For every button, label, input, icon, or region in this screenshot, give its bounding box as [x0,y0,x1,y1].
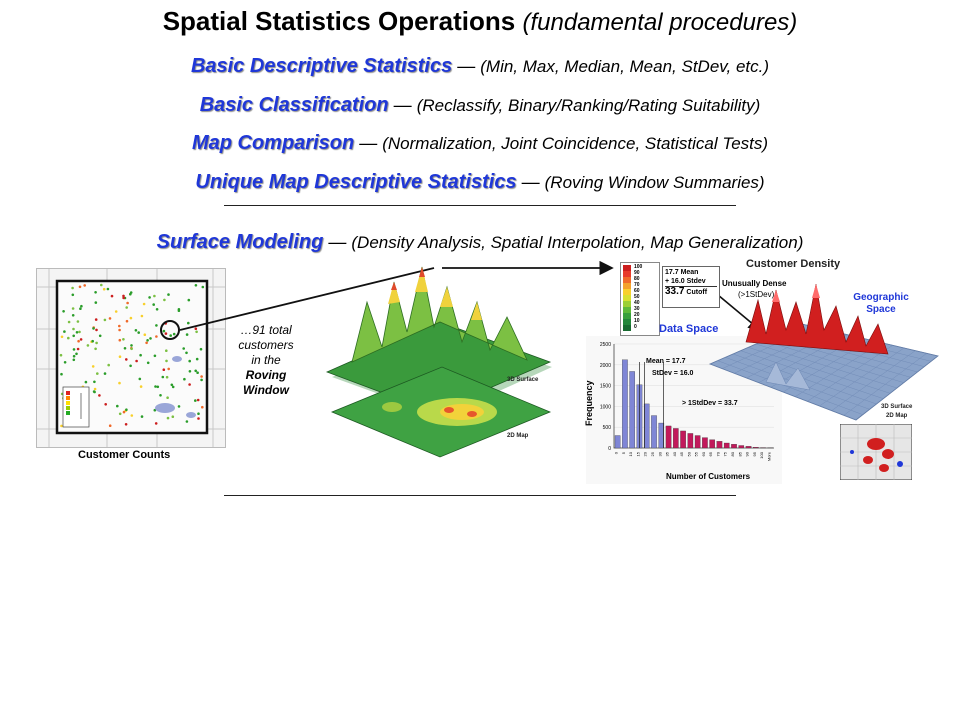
histogram-cutoff: > 1StdDev = 33.7 [682,400,738,407]
legend-value: 100 [634,264,643,270]
histogram-xtick: 35 [664,452,670,457]
histogram-mean: Mean = 17.7 [646,358,686,365]
title-main: Spatial Statistics Operations [162,6,516,36]
operation-dash: — [359,133,378,153]
gt-1stdev-label: (>1StDev) [738,290,775,299]
stdev-value: + 16.0 Stdev [665,277,717,287]
histogram-ytick: 0 [608,446,611,452]
operation-desc: (Reclassify, Binary/Ranking/Rating Suitability) [416,96,761,115]
histogram-xtick: 85 [737,452,743,457]
histogram-xtick: 10 [628,452,634,457]
operation-dash: — [521,172,540,192]
legend-value: 60 [634,288,640,294]
histogram-xtick: 0 [613,452,619,455]
histogram-bar [680,431,685,448]
histogram-xtick: 50 [686,452,692,457]
operation-name: Basic Descriptive Statistics [190,55,453,77]
histogram-bar [651,416,656,448]
histogram-bar [688,433,693,448]
histogram-xtick: 5 [620,452,626,455]
legend-values [634,264,642,330]
histogram-bar [622,360,627,448]
operation-desc: (Roving Window Summaries) [544,173,765,192]
histogram-bar [710,440,715,448]
histogram-ytick: 500 [602,425,611,432]
surface-modeling-dash: — [328,232,347,252]
right-2d-map [840,424,912,480]
histogram-bar [702,438,707,448]
roving-window-note [226,323,306,398]
histogram-ytick: 1500 [599,383,611,390]
customer-counts-caption: Customer Counts [78,449,171,461]
histogram-xtick: 70 [715,452,721,457]
roving-line1: …91 total [240,323,292,337]
histogram-bar [673,428,678,448]
legend-value: 80 [634,276,640,282]
histogram-bar [615,436,620,448]
surface-modeling-desc: (Density Analysis, Spatial Interpolation, Map Generalization) [351,233,804,252]
histogram-xtick: 60 [700,452,706,457]
histogram-xtick: 45 [679,452,685,457]
histogram-ytick: 2000 [599,362,611,369]
color-legend [620,262,660,336]
density-surface-graphic [322,262,552,462]
operation-desc: (Min, Max, Median, Mean, StDev, etc.) [480,57,770,76]
cutoff-word: Cutoff [686,289,708,296]
histogram-xtick: 100 [759,452,765,459]
unusually-dense-label: Unusually Dense [722,279,787,288]
histogram-xtick: 80 [730,452,735,457]
surface-2d-label: 2D Map [507,433,529,439]
legend-value: 10 [634,318,640,324]
cutoff-value: 33.7 [665,286,685,297]
legend-value: 0 [634,324,637,330]
histogram-xtick: 90 [744,452,750,457]
histogram-bar [731,444,736,448]
histogram-stdev: StDev = 16.0 [652,370,694,377]
histogram-xtick: 40 [671,452,677,457]
histogram-bar [746,446,751,448]
operation-name: Unique Map Descriptive Statistics [195,171,517,193]
divider-bottom [224,495,736,496]
histogram-ylabel: Frequency [584,380,594,426]
legend-value: 90 [634,270,640,276]
histogram-xlabel: Number of Customers [666,472,751,481]
histogram-xtick: 95 [751,452,757,457]
customer-density-label: Customer Density [746,258,841,270]
operation-dash: — [393,95,412,115]
histogram-bar [724,443,729,448]
operation-name: Basic Classification [199,94,389,116]
histogram-xtick: More [766,452,772,462]
histogram-xtick: 30 [657,452,663,457]
legend-value: 40 [634,300,640,306]
histogram-bar [666,426,671,448]
histogram-bar [739,446,744,448]
histogram-bar [695,436,700,448]
legend-value: 20 [634,312,640,318]
histogram-ytick: 2500 [599,342,611,348]
histogram-xtick: 65 [708,452,714,457]
geographic-space-label: Geographic Space [853,292,909,315]
histogram-xtick: 25 [650,452,655,457]
right-2d-label: 2D Map [886,413,908,419]
surface-modeling-name: Surface Modeling [156,231,324,253]
operation-desc: (Normalization, Joint Coincidence, Statistical Tests) [382,134,769,153]
histogram-xtick: 55 [693,452,699,457]
roving-line3: in the [251,353,281,367]
histogram-bar [630,371,635,448]
roving-line5: Window [243,383,289,397]
legend-value: 30 [634,306,640,312]
legend-value: 50 [634,294,640,300]
roving-line4: Roving [245,368,287,382]
geographic-space-surface [706,272,942,422]
legend-value: 70 [634,282,640,288]
data-space-label: Data Space [659,323,719,335]
roving-line2: customers [238,338,294,352]
histogram-xtick: 75 [722,452,728,457]
title-sub: (fundamental procedures) [522,9,798,36]
histogram-xtick: 15 [635,452,641,457]
surface-3d-label: 3D Surface [507,377,539,383]
operation-dash: — [457,56,476,76]
mean-value: 17.7 Mean [665,269,699,276]
operation-name: Map Comparison [191,132,355,154]
histogram-bar [717,441,722,448]
histogram-bar [753,447,758,448]
histogram-ytick: 1000 [599,404,611,411]
histogram-xtick: 20 [642,452,648,457]
right-3d-label: 3D Surface [881,404,913,410]
